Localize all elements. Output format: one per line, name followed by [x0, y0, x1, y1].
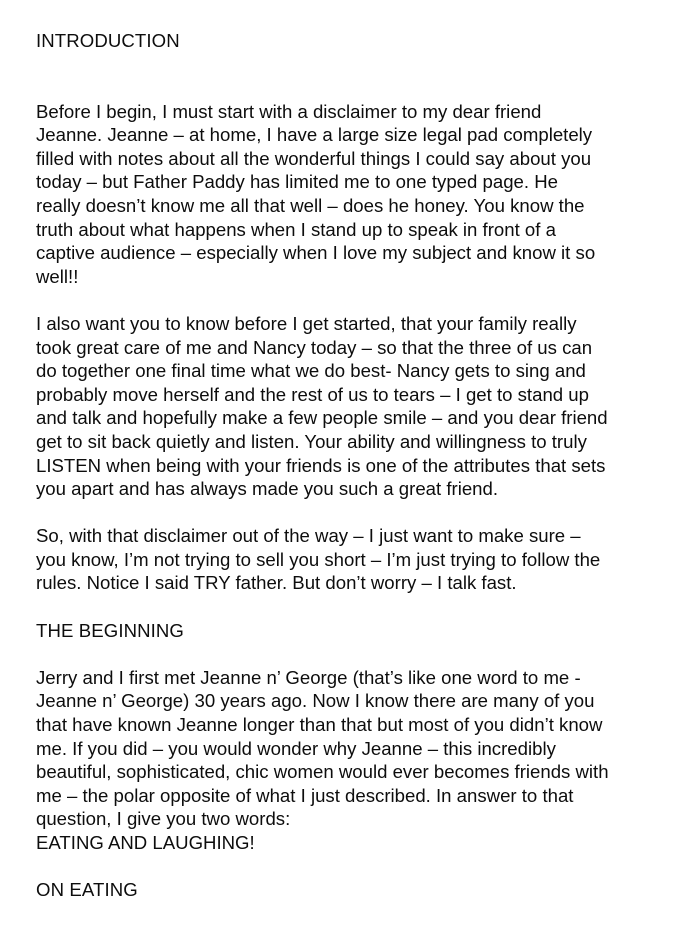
spacer [36, 288, 677, 312]
paragraph-disclaimer [36, 100, 677, 289]
text-line: probably move herself and the rest of us to tears – I get to stand up [36, 383, 589, 405]
text-line: LISTEN when being with your friends is one of the attributes that sets [36, 454, 606, 476]
spacer [36, 855, 677, 879]
text-line: truth about what happens when I stand up to speak in front of a [36, 218, 556, 240]
text-line: took great care of me and Nancy today – so that the three of us can [36, 336, 593, 358]
text-line: really doesn’t know me all that well – does he honey. You know the [36, 194, 585, 216]
text-line: you know, I’m not trying to sell you short – I’m just trying to follow the [36, 548, 601, 570]
text-line: me. If you did – you would wonder why Jeanne – this incredibly [36, 737, 556, 759]
text-line: Jeanne n’ George) 30 years ago. Now I know there are many of you [36, 690, 595, 712]
text-line: So, with that disclaimer out of the way – I just want to make sure – [36, 525, 581, 547]
text-line: beautiful, sophisticated, chic women would ever becomes friends with [36, 761, 609, 783]
text-line: that have known Jeanne longer than that but most of you didn’t know [36, 714, 603, 736]
spacer [36, 642, 677, 666]
text-line: me – the polar opposite of what I just described. In answer to that [36, 784, 574, 806]
text-line: rules. Notice I said TRY father. But don’t worry – I talk fast. [36, 572, 517, 594]
text-line: captive audience – especially when I love my subject and know it so [36, 242, 596, 264]
text-line: question, I give you two words: [36, 808, 291, 830]
text-line: Before I begin, I must start with a disclaimer to my dear friend [36, 100, 542, 122]
spacer [36, 595, 677, 619]
text-line: filled with notes about all the wonderful things I could say about you [36, 147, 592, 169]
text-line: Jerry and I first met Jeanne n’ George (that’s like one word to me - [36, 666, 581, 688]
text-line: and talk and hopefully make a few people smile – and you dear friend [36, 407, 608, 429]
text-line: you apart and has always made you such a great friend. [36, 478, 499, 500]
text-line: EATING AND LAUGHING! [36, 832, 255, 853]
spacer [36, 501, 677, 525]
heading-introduction: INTRODUCTION [36, 30, 180, 51]
text-line: well!! [36, 265, 79, 287]
text-line: I also want you to know before I get started, that your family really [36, 312, 577, 334]
text-line: get to sit back quietly and listen. Your ability and willingness to truly [36, 430, 587, 452]
heading-the-beginning: THE BEGINNING [36, 619, 184, 641]
paragraph-family [36, 312, 677, 501]
heading-on-eating: ON EATING [36, 879, 138, 901]
text-line: do together one final time what we do best- Nancy gets to sing and [36, 360, 586, 382]
text-line: Jeanne. Jeanne – at home, I have a large size legal pad completely [36, 124, 593, 146]
text-line: today – but Father Paddy has limited me to one typed page. He [36, 171, 558, 193]
spacer [36, 53, 677, 100]
paragraph-rules [36, 524, 677, 595]
paragraph-first-met [36, 666, 677, 855]
